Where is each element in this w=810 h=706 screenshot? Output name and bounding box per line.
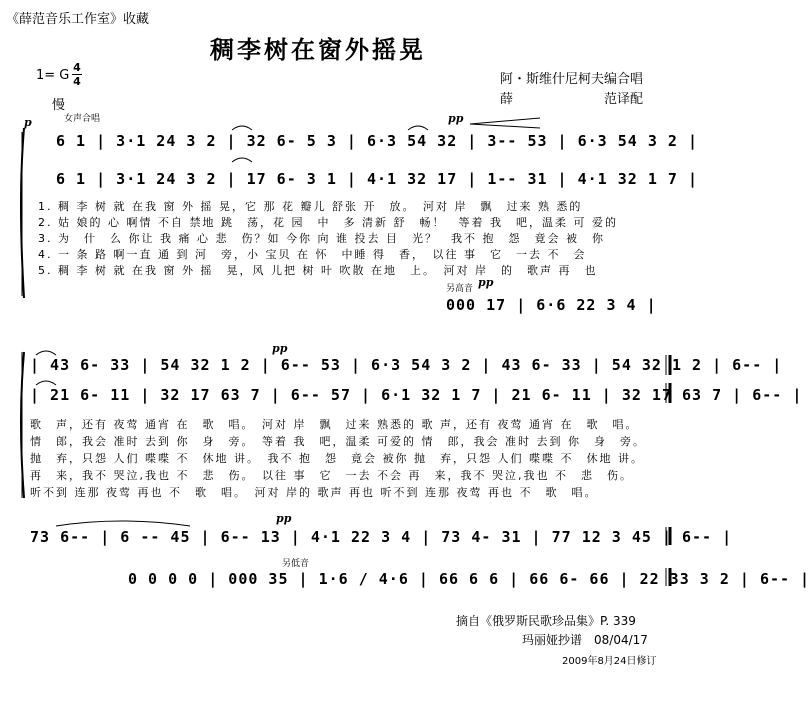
system1-verse-4: 4. 一 条 路 啊一直 通 到 河 旁，小 宝贝 在 怀 中睡 得 香， 以往 事 它 一去 不 会 (38, 248, 587, 261)
system2-verse-3: 抛 弃，只怨 人们 喋喋 不 休地 讲。 我不 抱 怨 竟会 被你 抛 弃，只怨 人们 喋喋 不 休地 讲。 (30, 452, 644, 465)
system2-verse-1: 歌 声，还有 夜莺 通宵 在 歌 唱。 河对 岸 飘 过来 熟悉的 歌 声，还有 夜莺 通宵 在 歌 唱。 (30, 418, 639, 431)
hairpin (470, 118, 540, 128)
part-bass-entry: 另低音 (282, 559, 310, 569)
system1-verse-1: 1. 稠 李 树 就 在我 窗 外 摇 晃，它 那 花 瓣儿 舒张 开 放。 河对 岸 飘 过来 熟 悉的 (38, 200, 583, 213)
time-signature-bottom: 4 (73, 75, 81, 88)
footer-copyist: 玛丽娅抄谱 08/04/17 (522, 633, 648, 647)
system3-soprano-line: 73 6-- | 6 -- 45 | 6-- 13 | 4·1 22 3 4 | 73 4- 31 | 77 12 3 45 | 6-- | (30, 528, 733, 546)
footer-source: 摘自《俄罗斯民歌珍品集》P. 339 (456, 614, 636, 628)
part-female-choir: 女声合唱 (64, 114, 101, 124)
page-title: 稠李树在窗外摇晃 (210, 36, 426, 64)
system1-verse-2: 2. 姑 娘的 心 啊情 不自 禁地 跳 荡，花 园 中 多 清新 舒 畅！ 等着 我 吧，温柔 可 爱的 (38, 216, 618, 229)
footer-revised: 2009年8月24日修订 (562, 656, 657, 667)
system2-alto-line: | 21 6- 11 | 32 17 63 7 | 6-- 57 | 6·1 32 1 7 | 21 6- 11 | 32 17 63 7 | 6-- | (30, 386, 803, 404)
arranger-credit: 阿・斯维什尼柯夫编合唱 (500, 72, 644, 87)
dynamic-pp-1: pp (448, 112, 464, 125)
system1-soprano-line: 6 1 | 3·1 24 3 2 | 32 6- 5 3 | 6·3 54 32 | 3-- 53 | 6·3 54 3 2 | (56, 132, 698, 150)
system2-verse-2: 情 郎，我会 准时 去到 你 身 旁。 等着 我 吧，温柔 可爱的 情 郎，我会 准时 去到 你 身 旁。 (30, 435, 646, 448)
dynamic-pp-3: pp (272, 342, 288, 355)
system1-verse-5: 5. 稠 李 树 就 在我 窗 外 摇 晃，风 儿把 树 叶 吹散 在地 上。 河对 岸 的 歌声 再 也 (38, 264, 598, 277)
system3-bass-line: 0 0 0 0 | 000 35 | 1·6 / 4·6 | 66 6 6 | 66 6- 66 | 22 33 3 2 | 6-- | (128, 570, 810, 588)
dynamic-p: p (24, 116, 32, 129)
key-signature: 1= G (36, 68, 70, 83)
source-note: 《薛范音乐工作室》收藏 (6, 12, 150, 27)
dynamic-pp-2: pp (478, 276, 494, 289)
dynamic-pp-4: pp (276, 512, 292, 525)
tempo-marking: 慢 (52, 98, 66, 113)
part-alto-entry: 另高音 (446, 284, 474, 294)
system2-verse-4: 再 来，我不 哭泣,我也 不 悲 伤。 以往 事 它 一去 不会 再 来，我不 哭泣,我也 不 悲 伤。 (30, 469, 633, 482)
translator-credit: 薛 范译配 (500, 92, 644, 107)
system2-verse-5: 听不到 连那 夜莺 再也 不 歌 唱。 河对 岸的 歌声 再也 听不到 连那 夜莺 再也 不 歌 唱。 (30, 486, 598, 499)
time-signature-top: 4 (73, 61, 81, 74)
system1-alto-line: 6 1 | 3·1 24 3 2 | 17 6- 3 1 | 4·1 32 17 | 1-- 31 | 4·1 32 1 7 | (56, 170, 698, 188)
system2-soprano-line: | 43 6- 33 | 54 32 1 2 | 6-- 53 | 6·3 54 3 2 | 43 6- 33 | 54 32 1 2 | 6-- | (30, 356, 783, 374)
system1-verse-3: 3. 为 什 么 你让 我 痛 心 悲 伤？如 今你 向 谁 投去 目 光？ 我不 抱 怨 竟会 被 你 (38, 232, 605, 245)
system1-second-soprano-line: 000 17 | 6·6 22 3 4 | (446, 296, 657, 314)
